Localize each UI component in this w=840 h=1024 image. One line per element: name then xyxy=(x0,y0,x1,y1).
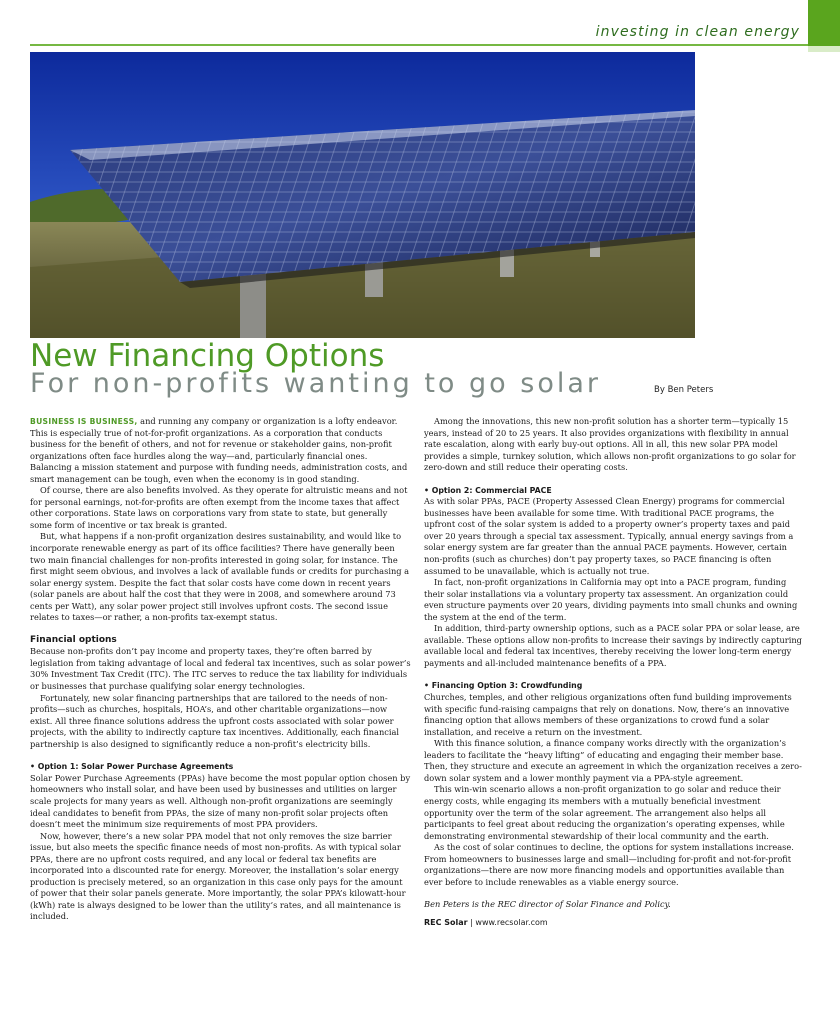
paragraph: Churches, temples, and other religious organizations often fund building improvements with specific fund-raising campaigns that rely on donations. Now, there’s an innovative financing option that allows members of these organizations to crowd fund a solar installation, and receive a return on the investment. xyxy=(424,692,792,737)
solar-array-illustration xyxy=(30,52,695,338)
paragraph: Fortunately, new solar financing partnerships that are tailored to the needs of non-profits—such as churches, hospitals, HOA’s, and other charitable organizations—now exist. All three finance solutions address the upfront costs associated with solar power projects, with the ability to indirectly capture tax incentives. Additionally, each financial partnership is also designed to significantly reduce a non-profit’s electricity bills. xyxy=(30,692,400,749)
paragraph: Among the innovations, this new non-profit solution has a shorter term—typically 15 years, instead of 20 to 25 years. It also provides organizations with flexibility in annual rate escalation, along with early buy-out options. All in all, this new solar PPA model provides a simple, turnkey solution, which allows non-profit organizations to go solar for zero-down and still reduce their operating costs. xyxy=(424,416,796,473)
paragraph-text: and running any company or organization is a lofty endeavor. This is especially true of not-for-profit organizations. As a corporation that conducts business for the benefit of others, and not for revenue or stakeholder gains, non-profit organizations often face hurdles along the way—and, particularly financial ones. Balancing a mission statement and purpose with funding needs, administration costs, and smart management can be tough, even when the economy is in good standing. xyxy=(30,416,408,484)
paragraph: In fact, non-profit organizations in California may opt into a PACE program, funding their solar installations via a voluntary property tax assessment. An organization could even structure payments over 20 years, dividing payments into small chunks and owning the system at the end of the term. xyxy=(424,577,798,622)
paragraph: Solar Power Purchase Agreements (PPAs) have become the most popular option chosen by homeowners who install solar, and have been used by businesses and utilities on larger scale projects for many years as well. Although non-profit organizations are seemingly ideal candidates to benefit from PPAs, the size of many non-profit solar projects often doesn’t meet the minimum size requirements of most PPA providers. xyxy=(30,772,411,830)
solar-array-photo xyxy=(30,52,695,338)
article-subtitle: For non-profits wanting to go solar xyxy=(30,368,601,399)
subhead-option-1: • Option 1: Solar Power Purchase Agreements xyxy=(30,762,234,772)
paragraph: Of course, there are also benefits involved. As they operate for altruistic means and not for personal earnings, not-for-profits are often exempt from the income taxes that affect other corporations. State laws on corporations vary from state to state, but generally some form of incentive or tax break is granted. xyxy=(30,485,408,530)
paragraph: From homeowners to businesses large and small—including for-profit and not-for-profit organizations—there are now more financing models and opportunities available than ever before to include renewables as a viable energy source. xyxy=(424,853,792,887)
paragraph: Now, however, there’s a new solar PPA model that not only removes the size barrier issue, but also meets the specific finance needs of most non-profits. As with typical solar PPAs, there are no upfront costs required, and any local or federal tax benefits are incorporated into a discounted rate for energy. Moreover, the installation’s solar energy production is precisely metered, so an organization in this case only pays for the amount of power that their solar panels generate. More importantly, the solar PPA’s kilowatt-hour (kWh) rate is always designed to be lower than the utility’s rates, and all maintenance is included. xyxy=(30,830,406,922)
lead-in: BUSINESS IS BUSINESS, xyxy=(30,417,138,426)
page-tab-strip xyxy=(808,46,840,52)
paragraph: As with solar PPAs, PACE (Property Assessed Clean Energy) programs for commercial businesses have been available for some time. With traditional PACE programs, the upfront cost of the solar system is added to a property owner’s property taxes and paid over 20 years through a special tax assessment. Typically, annual energy savings from a solar energy system are far greater than the annual PACE payments. However, certain non-profits (such as churches) don’t pay property taxes, so PACE financing is often assumed to be unavailable, which is actually not true. xyxy=(424,496,794,576)
article-title: New Financing Options xyxy=(30,338,385,374)
paragraph: This win-win scenario allows a non-profit organization to go solar and reduce their energy costs, while engaging its members with a mutually beneficial investment opportunity over the term of the solar agreement. The arrangement also helps all participants to feel great about reducing the organization’s operating expenses, while demonstrating environmental stewardship of their local community and the earth. xyxy=(424,784,785,841)
paragraph: Because non-profits don’t pay income and property taxes, they’re often barred by legislation from taking advantage of local and federal tax incentives, such as solar power’s 30% Investment Tax Credit (ITC). The ITC serves to reduce the tax liability for individuals or businesses that purchase qualifying solar energy technologies. xyxy=(30,646,411,692)
byline: By Ben Peters xyxy=(654,385,714,395)
paragraph-intro xyxy=(30,416,411,485)
footer-url: www.recsolar.com xyxy=(475,917,548,927)
subhead-financial-options: Financial options xyxy=(30,634,117,645)
paragraph: In addition, third-party ownership options, such as a PACE solar PPA or solar lease, are available. These options allow non-profits to increase their savings by indirectly capturing available local and federal tax incentives, thereby receiving the lower long-term energy payments and all-included maintenance benefits of a PPA. xyxy=(424,623,802,668)
section-label: investing in clean energy xyxy=(595,24,800,40)
footer-company: REC Solar xyxy=(424,917,468,927)
subhead-option-2: • Option 2: Commercial PACE xyxy=(424,485,552,495)
article-column-left xyxy=(30,416,411,923)
subhead-option-3: • Financing Option 3: Crowdfunding xyxy=(424,681,583,691)
paragraph: But, what happens if a non-profit organization desires sustainability, and would like to incorporate renewable energy as part of its office facilities? There have generally been two main financial challenges for non-profits interested in going solar, for instance. The first might seem obvious, and involves a lack of available funds or credits for purchasing a solar energy system. Despite the fact that solar costs have come down in recent years (solar panels are about half the cost that they were in 2008, and somewhere around 73 cents per Watt), any solar power project still involves upfront costs. The second issue relates to taxes—or rather, a non-profits tax-exempt status. xyxy=(30,531,410,623)
footer-credit xyxy=(424,917,805,929)
author-bio: Ben Peters is the REC director of Solar Finance and Policy. xyxy=(424,899,671,910)
article-column-right xyxy=(424,416,805,928)
footer-separator: | xyxy=(467,917,476,927)
paragraph: As the cost of solar continues to decline, the options for system installations increase. xyxy=(434,842,794,853)
header-rule xyxy=(30,44,808,46)
page-tab xyxy=(808,0,840,46)
paragraph: With this finance solution, a finance company works directly with the organization’s leaders to facilitate the “heavy lifting” of educating and engaging their member base. Then, they structure and execute an agreement in which the organization receives a zero-down solar system and a lower monthly payment via a PPA-style agreement. xyxy=(424,738,802,783)
